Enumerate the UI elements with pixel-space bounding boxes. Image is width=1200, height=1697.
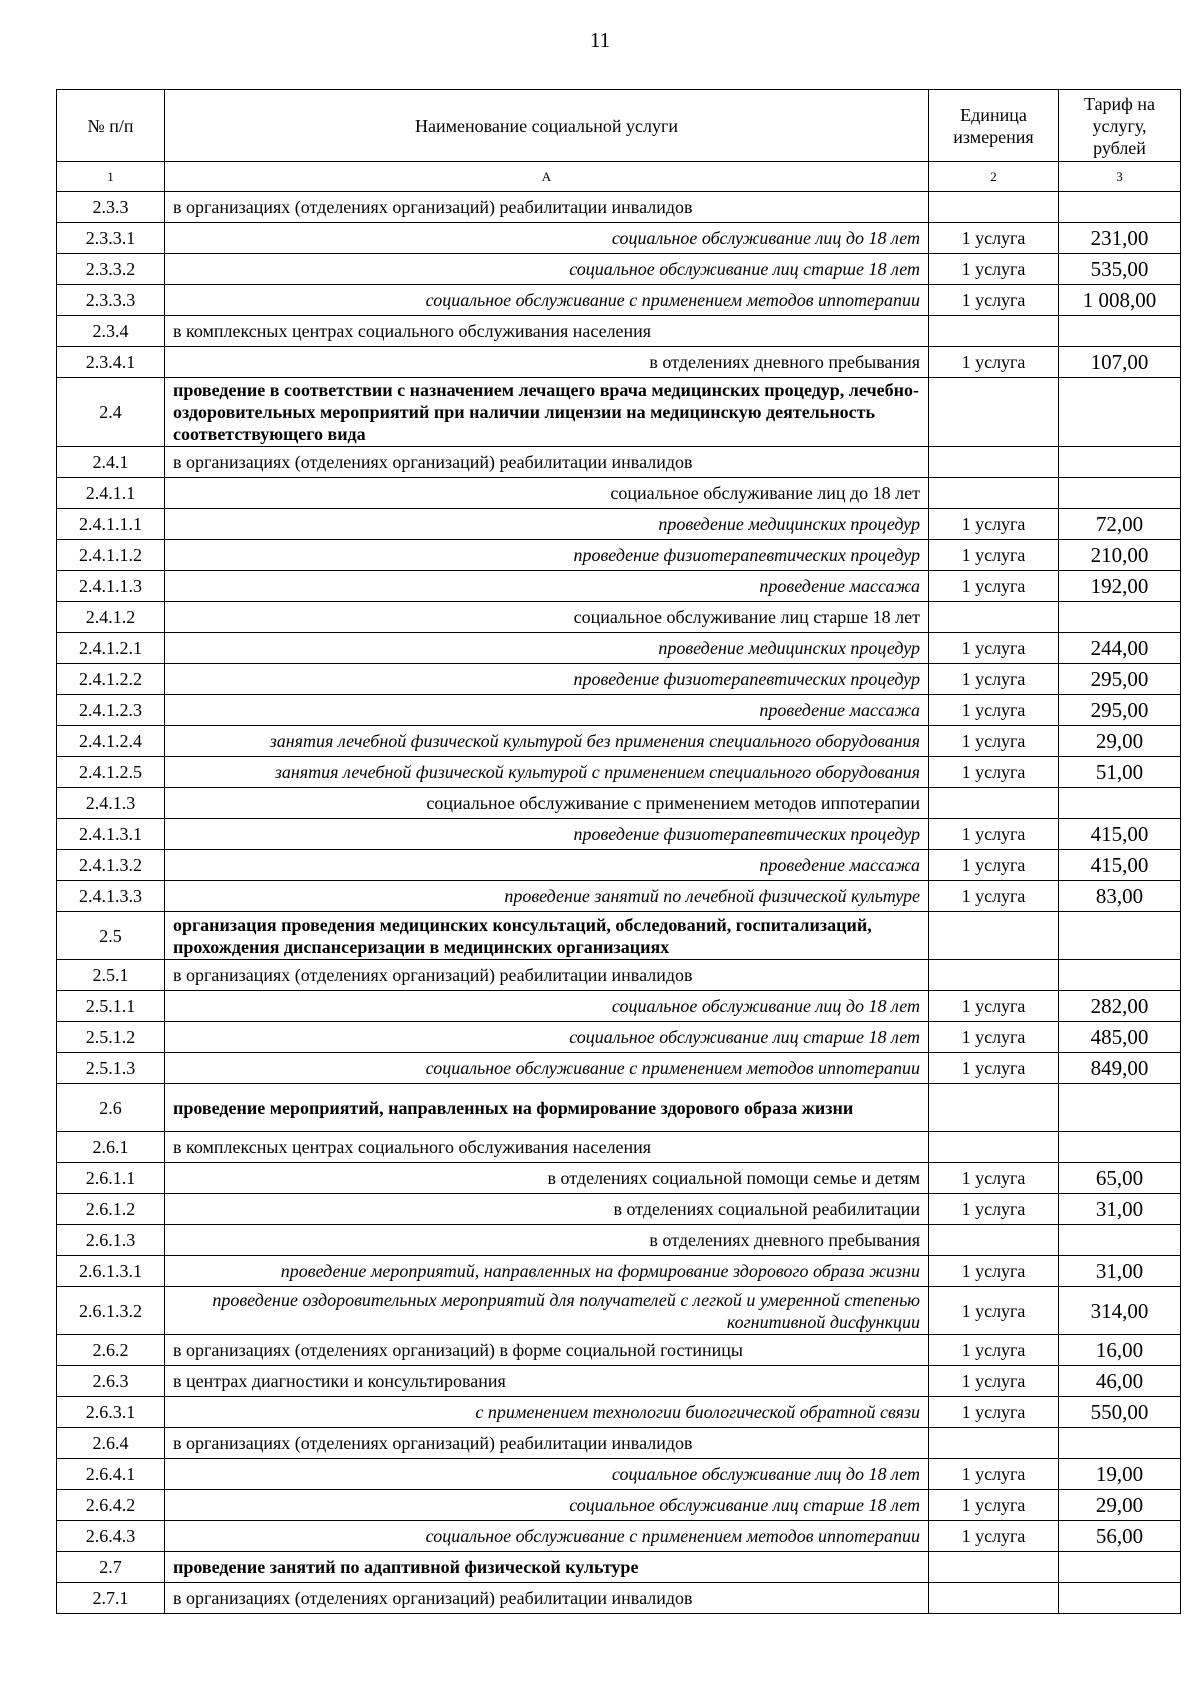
tariff-value: 244,00 <box>1059 633 1181 664</box>
service-name: проведение мероприятий, направленных на формирование здорового образа жизни <box>165 1084 929 1132</box>
table-row <box>57 1428 1181 1459</box>
row-number: 2.6.1.3.1 <box>57 1256 165 1287</box>
table-row <box>57 540 1181 571</box>
tariff-value: 46,00 <box>1059 1366 1181 1397</box>
tariff-value: 16,00 <box>1059 1335 1181 1366</box>
row-number: 2.6.2 <box>57 1335 165 1366</box>
row-number: 2.3.3.3 <box>57 285 165 316</box>
unit-of-measure: 1 услуга <box>929 1194 1059 1225</box>
service-name: проведение массажа <box>165 695 929 726</box>
row-number: 2.6.3 <box>57 1366 165 1397</box>
service-name: в организациях (отделениях организаций) в форме социальной гостиницы <box>165 1335 929 1366</box>
tariff-value <box>1059 1552 1181 1583</box>
table-row <box>57 819 1181 850</box>
service-name: в отделениях социальной реабилитации <box>165 1194 929 1225</box>
service-name: в комплексных центрах социального обслуживания населения <box>165 1132 929 1163</box>
service-name: социальное обслуживание лиц старше 18 лет <box>165 602 929 633</box>
tariff-value: 210,00 <box>1059 540 1181 571</box>
table-row <box>57 602 1181 633</box>
unit-of-measure <box>929 192 1059 223</box>
tariff-value <box>1059 960 1181 991</box>
table-row <box>57 960 1181 991</box>
service-name: в отделениях дневного пребывания <box>165 1225 929 1256</box>
tariff-value: 231,00 <box>1059 223 1181 254</box>
service-name: проведение оздоровительных мероприятий для получателей с легкой и умеренной степенью когнитивной дисфункции <box>165 1287 929 1335</box>
table-row <box>57 1397 1181 1428</box>
unit-of-measure <box>929 788 1059 819</box>
tariff-value: 282,00 <box>1059 991 1181 1022</box>
index-name: А <box>165 162 929 192</box>
table-row <box>57 1459 1181 1490</box>
tariff-value: 31,00 <box>1059 1194 1181 1225</box>
table-row <box>57 757 1181 788</box>
service-name: в отделениях дневного пребывания <box>165 347 929 378</box>
table-row <box>57 1225 1181 1256</box>
unit-of-measure: 1 услуга <box>929 1256 1059 1287</box>
row-number: 2.3.3 <box>57 192 165 223</box>
service-name: организация проведения медицинских консультаций, обследований, госпитализаций, прохождения диспансеризации в медицинских организациях <box>165 912 929 960</box>
unit-of-measure: 1 услуга <box>929 726 1059 757</box>
service-name: проведение медицинских процедур <box>165 509 929 540</box>
service-name: социальное обслуживание с применением методов иппотерапии <box>165 285 929 316</box>
tariff-value: 535,00 <box>1059 254 1181 285</box>
unit-of-measure: 1 услуга <box>929 1335 1059 1366</box>
tariff-value: 51,00 <box>1059 757 1181 788</box>
row-number: 2.4.1.1.3 <box>57 571 165 602</box>
unit-of-measure: 1 услуга <box>929 285 1059 316</box>
row-number: 2.4.1.1.2 <box>57 540 165 571</box>
unit-of-measure: 1 услуга <box>929 1163 1059 1194</box>
tariff-value <box>1059 1583 1181 1614</box>
header-unit: Единица измерения <box>929 90 1059 162</box>
row-number: 2.5 <box>57 912 165 960</box>
unit-of-measure: 1 услуга <box>929 1053 1059 1084</box>
row-number: 2.6.1.3.2 <box>57 1287 165 1335</box>
unit-of-measure: 1 услуга <box>929 1459 1059 1490</box>
table-row <box>57 1552 1181 1583</box>
row-number: 2.5.1.3 <box>57 1053 165 1084</box>
table-row <box>57 1335 1181 1366</box>
service-name: социальное обслуживание лиц старше 18 лет <box>165 1490 929 1521</box>
service-name: проведение занятий по адаптивной физической культуре <box>165 1552 929 1583</box>
tariff-value: 550,00 <box>1059 1397 1181 1428</box>
tariff-value: 295,00 <box>1059 695 1181 726</box>
unit-of-measure: 1 услуга <box>929 991 1059 1022</box>
table-row <box>57 695 1181 726</box>
service-name: проведение физиотерапевтических процедур <box>165 819 929 850</box>
tariff-value <box>1059 1132 1181 1163</box>
row-number: 2.4.1.1 <box>57 478 165 509</box>
unit-of-measure <box>929 602 1059 633</box>
service-name: социальное обслуживание лиц до 18 лет <box>165 478 929 509</box>
unit-of-measure: 1 услуга <box>929 223 1059 254</box>
table-row <box>57 664 1181 695</box>
tariff-value <box>1059 1084 1181 1132</box>
table-row <box>57 447 1181 478</box>
tariff-value: 192,00 <box>1059 571 1181 602</box>
unit-of-measure: 1 услуга <box>929 1397 1059 1428</box>
table-row <box>57 347 1181 378</box>
column-index-row <box>57 162 1181 192</box>
unit-of-measure: 1 услуга <box>929 695 1059 726</box>
row-number: 2.6.4.2 <box>57 1490 165 1521</box>
table-body <box>57 192 1181 1614</box>
service-name: социальное обслуживание лиц старше 18 лет <box>165 254 929 285</box>
unit-of-measure <box>929 1583 1059 1614</box>
service-name: проведение физиотерапевтических процедур <box>165 540 929 571</box>
table-row <box>57 850 1181 881</box>
service-name: в организациях (отделениях организаций) реабилитации инвалидов <box>165 960 929 991</box>
tariff-value: 72,00 <box>1059 509 1181 540</box>
row-number: 2.4.1.2.3 <box>57 695 165 726</box>
tariff-value: 295,00 <box>1059 664 1181 695</box>
tariff-value <box>1059 1225 1181 1256</box>
unit-of-measure: 1 услуга <box>929 664 1059 695</box>
unit-of-measure: 1 услуга <box>929 819 1059 850</box>
index-tariff: 3 <box>1059 162 1181 192</box>
row-number: 2.6 <box>57 1084 165 1132</box>
unit-of-measure <box>929 960 1059 991</box>
tariff-value <box>1059 378 1181 447</box>
row-number: 2.4.1 <box>57 447 165 478</box>
unit-of-measure <box>929 1428 1059 1459</box>
unit-of-measure: 1 услуга <box>929 509 1059 540</box>
row-number: 2.6.1.1 <box>57 1163 165 1194</box>
tariff-value: 56,00 <box>1059 1521 1181 1552</box>
unit-of-measure <box>929 912 1059 960</box>
service-name: социальное обслуживание лиц старше 18 лет <box>165 1022 929 1053</box>
row-number: 2.6.1.3 <box>57 1225 165 1256</box>
tariff-value: 31,00 <box>1059 1256 1181 1287</box>
page-number: 11 <box>589 28 611 52</box>
table-row <box>57 192 1181 223</box>
table-row <box>57 1053 1181 1084</box>
service-name: занятия лечебной физической культурой с применением специального оборудования <box>165 757 929 788</box>
unit-of-measure: 1 услуга <box>929 850 1059 881</box>
row-number: 2.3.3.2 <box>57 254 165 285</box>
table-row <box>57 1132 1181 1163</box>
service-name: социальное обслуживание с применением методов иппотерапии <box>165 1053 929 1084</box>
unit-of-measure <box>929 378 1059 447</box>
table-row <box>57 285 1181 316</box>
tariff-value <box>1059 1428 1181 1459</box>
table-row <box>57 254 1181 285</box>
table-row <box>57 1287 1181 1335</box>
tariff-value <box>1059 788 1181 819</box>
service-name: социальное обслуживание лиц до 18 лет <box>165 1459 929 1490</box>
table-row <box>57 1490 1181 1521</box>
table-row <box>57 788 1181 819</box>
table-row <box>57 912 1181 960</box>
row-number: 2.6.3.1 <box>57 1397 165 1428</box>
unit-of-measure <box>929 1552 1059 1583</box>
unit-of-measure: 1 услуга <box>929 347 1059 378</box>
row-number: 2.6.1 <box>57 1132 165 1163</box>
service-name: социальное обслуживание лиц до 18 лет <box>165 991 929 1022</box>
row-number: 2.4.1.2.2 <box>57 664 165 695</box>
tariff-value: 1 008,00 <box>1059 285 1181 316</box>
unit-of-measure: 1 услуга <box>929 633 1059 664</box>
row-number: 2.3.4.1 <box>57 347 165 378</box>
unit-of-measure: 1 услуга <box>929 1366 1059 1397</box>
table-row <box>57 991 1181 1022</box>
tariff-value: 19,00 <box>1059 1459 1181 1490</box>
service-name: в организациях (отделениях организаций) реабилитации инвалидов <box>165 192 929 223</box>
row-number: 2.3.4 <box>57 316 165 347</box>
table-row <box>57 1022 1181 1053</box>
unit-of-measure: 1 услуга <box>929 1521 1059 1552</box>
unit-of-measure: 1 услуга <box>929 1490 1059 1521</box>
table-row <box>57 726 1181 757</box>
row-number: 2.4.1.1.1 <box>57 509 165 540</box>
table-header-row <box>57 90 1181 162</box>
row-number: 2.7.1 <box>57 1583 165 1614</box>
table-row <box>57 316 1181 347</box>
tariff-value: 29,00 <box>1059 726 1181 757</box>
unit-of-measure: 1 услуга <box>929 757 1059 788</box>
service-name: в организациях (отделениях организаций) реабилитации инвалидов <box>165 1428 929 1459</box>
service-name: с применением технологии биологической обратной связи <box>165 1397 929 1428</box>
table-row <box>57 1521 1181 1552</box>
unit-of-measure <box>929 1132 1059 1163</box>
table-row <box>57 881 1181 912</box>
row-number: 2.4.1.3 <box>57 788 165 819</box>
service-name: проведение массажа <box>165 850 929 881</box>
tariff-value <box>1059 912 1181 960</box>
tariff-value <box>1059 316 1181 347</box>
service-name: занятия лечебной физической культурой без применения специального оборудования <box>165 726 929 757</box>
tariff-value: 83,00 <box>1059 881 1181 912</box>
table-row <box>57 571 1181 602</box>
service-name: проведение медицинских процедур <box>165 633 929 664</box>
service-name: проведение физиотерапевтических процедур <box>165 664 929 695</box>
row-number: 2.7 <box>57 1552 165 1583</box>
table-row <box>57 378 1181 447</box>
tariff-value: 107,00 <box>1059 347 1181 378</box>
table-row <box>57 1194 1181 1225</box>
index-num: 1 <box>57 162 165 192</box>
service-name: в организациях (отделениях организаций) реабилитации инвалидов <box>165 1583 929 1614</box>
service-name: проведение массажа <box>165 571 929 602</box>
service-name: проведение мероприятий, направленных на формирование здорового образа жизни <box>165 1256 929 1287</box>
row-number: 2.4.1.2.1 <box>57 633 165 664</box>
index-unit: 2 <box>929 162 1059 192</box>
row-number: 2.6.4 <box>57 1428 165 1459</box>
row-number: 2.4.1.3.3 <box>57 881 165 912</box>
unit-of-measure <box>929 1225 1059 1256</box>
row-number: 2.4.1.2.5 <box>57 757 165 788</box>
tariff-value: 415,00 <box>1059 819 1181 850</box>
service-name: в отделениях социальной помощи семье и детям <box>165 1163 929 1194</box>
tariff-value: 849,00 <box>1059 1053 1181 1084</box>
unit-of-measure: 1 услуга <box>929 1022 1059 1053</box>
unit-of-measure: 1 услуга <box>929 1287 1059 1335</box>
row-number: 2.4.1.2 <box>57 602 165 633</box>
unit-of-measure <box>929 447 1059 478</box>
service-name: проведение занятий по лечебной физической культуре <box>165 881 929 912</box>
tariff-value <box>1059 192 1181 223</box>
service-name: проведение в соответствии с назначением лечащего врача медицинских процедур, лечебно-оздоровительных мероприятий при наличии лицензии на медицинскую деятельность соответствующего вида <box>165 378 929 447</box>
service-name: социальное обслуживание с применением методов иппотерапии <box>165 788 929 819</box>
tariff-value: 29,00 <box>1059 1490 1181 1521</box>
row-number: 2.4.1.3.2 <box>57 850 165 881</box>
table-row <box>57 1084 1181 1132</box>
service-name: социальное обслуживание с применением методов иппотерапии <box>165 1521 929 1552</box>
header-num: № п/п <box>57 90 165 162</box>
unit-of-measure: 1 услуга <box>929 254 1059 285</box>
unit-of-measure <box>929 1084 1059 1132</box>
tariff-value <box>1059 478 1181 509</box>
table-row <box>57 223 1181 254</box>
row-number: 2.5.1.2 <box>57 1022 165 1053</box>
table-row <box>57 478 1181 509</box>
unit-of-measure <box>929 316 1059 347</box>
tariff-table <box>56 89 1181 1614</box>
service-name: в центрах диагностики и консультирования <box>165 1366 929 1397</box>
table-row <box>57 1163 1181 1194</box>
table-row <box>57 509 1181 540</box>
tariff-value: 65,00 <box>1059 1163 1181 1194</box>
tariff-value: 415,00 <box>1059 850 1181 881</box>
row-number: 2.4.1.2.4 <box>57 726 165 757</box>
tariff-value: 485,00 <box>1059 1022 1181 1053</box>
row-number: 2.6.1.2 <box>57 1194 165 1225</box>
header-name: Наименование социальной услуги <box>165 90 929 162</box>
table-row <box>57 1256 1181 1287</box>
tariff-value: 314,00 <box>1059 1287 1181 1335</box>
service-name: в организациях (отделениях организаций) реабилитации инвалидов <box>165 447 929 478</box>
service-name: в комплексных центрах социального обслуживания населения <box>165 316 929 347</box>
row-number: 2.4 <box>57 378 165 447</box>
row-number: 2.6.4.1 <box>57 1459 165 1490</box>
header-tariff: Тариф на услугу, рублей <box>1059 90 1181 162</box>
row-number: 2.5.1.1 <box>57 991 165 1022</box>
row-number: 2.5.1 <box>57 960 165 991</box>
table-row <box>57 1583 1181 1614</box>
row-number: 2.3.3.1 <box>57 223 165 254</box>
tariff-value <box>1059 602 1181 633</box>
unit-of-measure: 1 услуга <box>929 571 1059 602</box>
unit-of-measure: 1 услуга <box>929 540 1059 571</box>
table-row <box>57 633 1181 664</box>
unit-of-measure <box>929 478 1059 509</box>
row-number: 2.4.1.3.1 <box>57 819 165 850</box>
table-row <box>57 1366 1181 1397</box>
service-name: социальное обслуживание лиц до 18 лет <box>165 223 929 254</box>
tariff-value <box>1059 447 1181 478</box>
unit-of-measure: 1 услуга <box>929 881 1059 912</box>
row-number: 2.6.4.3 <box>57 1521 165 1552</box>
